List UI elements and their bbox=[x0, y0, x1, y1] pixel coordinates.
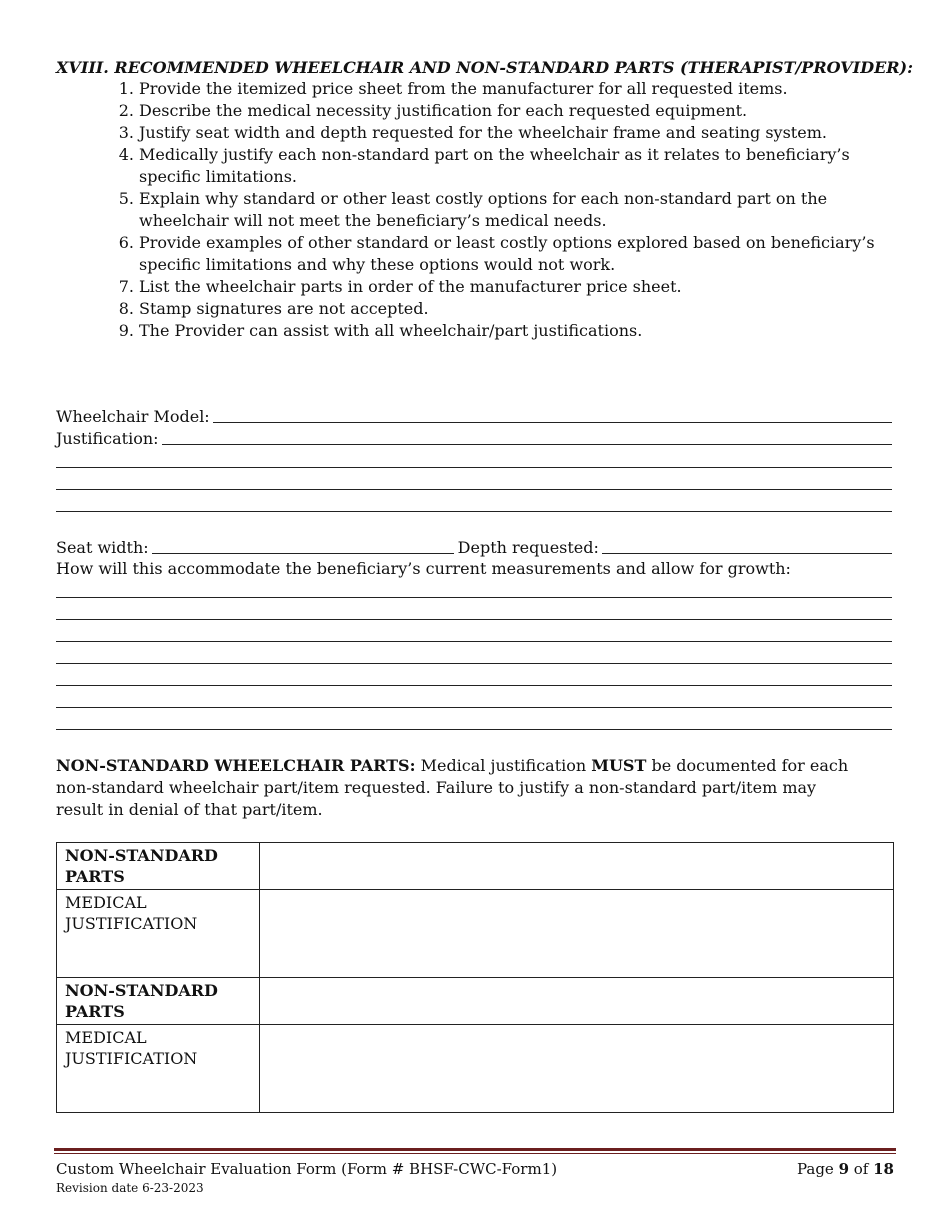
justification-row bbox=[56, 427, 892, 449]
nonstandard-parts-note bbox=[56, 755, 856, 821]
growth-answer-line[interactable] bbox=[56, 707, 892, 708]
medical-justification-label: MEDICAL JUSTIFICATION bbox=[57, 1025, 260, 1113]
instruction-item bbox=[112, 232, 902, 276]
instruction-item bbox=[112, 276, 902, 298]
seat-width-field[interactable] bbox=[152, 537, 454, 554]
instruction-item bbox=[112, 320, 902, 342]
growth-answer-line[interactable] bbox=[56, 619, 892, 620]
nonstandard-parts-cell[interactable] bbox=[260, 843, 894, 890]
instruction-number: 8. bbox=[118, 299, 134, 318]
instruction-text: Explain why standard or other least costly options for each non-standard part on the wheelchair will not meet the beneficiary’s medical needs. bbox=[139, 189, 828, 230]
wheelchair-model-label: Wheelchair Model: bbox=[56, 407, 210, 426]
instruction-item bbox=[112, 188, 902, 232]
growth-answer-line[interactable] bbox=[56, 685, 892, 686]
instruction-text: List the wheelchair parts in order of the manufacturer price sheet. bbox=[139, 277, 682, 296]
justification-label: Justification: bbox=[56, 429, 159, 448]
nonstandard-parts-label: NON-STANDARD PARTS bbox=[57, 843, 260, 890]
instruction-number: 1. bbox=[118, 79, 134, 98]
page-of: of bbox=[849, 1160, 874, 1178]
growth-answer-line[interactable] bbox=[56, 597, 892, 598]
instruction-number: 4. bbox=[118, 145, 134, 164]
instruction-item bbox=[112, 122, 902, 144]
instruction-text: The Provider can assist with all wheelchair/part justifications. bbox=[139, 321, 643, 340]
wheelchair-model-row bbox=[56, 405, 892, 427]
growth-answer-line[interactable] bbox=[56, 663, 892, 664]
instruction-item bbox=[112, 78, 902, 100]
instruction-text: Provide examples of other standard or least costly options explored based on beneficiary’s specific limitations and why these options would not work. bbox=[139, 233, 875, 274]
page-prefix: Page bbox=[796, 1160, 839, 1178]
seat-width-label: Seat width: bbox=[56, 538, 149, 557]
section-title: XVIII. RECOMMENDED WHEELCHAIR AND NON-STANDARD PARTS (THERAPIST/PROVIDER): bbox=[56, 58, 914, 77]
instruction-number: 2. bbox=[118, 101, 134, 120]
seat-measurements-row bbox=[56, 536, 892, 558]
footer-divider bbox=[54, 1148, 896, 1151]
medical-justification-cell[interactable] bbox=[260, 1025, 894, 1113]
instruction-number: 9. bbox=[118, 321, 134, 340]
depth-requested-label: Depth requested: bbox=[457, 538, 599, 557]
nonstandard-text-after: be documented for each non-standard wheelchair part/item requested. Failure to justify a non-standard part/item may result in denial of that part/item. bbox=[56, 756, 849, 819]
medical-justification-label: MEDICAL JUSTIFICATION bbox=[57, 890, 260, 978]
instruction-text: Provide the itemized price sheet from the manufacturer for all requested items. bbox=[139, 79, 788, 98]
growth-answer-line[interactable] bbox=[56, 641, 892, 642]
page-current: 9 bbox=[838, 1160, 849, 1178]
justification-line[interactable] bbox=[56, 467, 892, 468]
instruction-item bbox=[112, 144, 902, 188]
nonstandard-parts-cell[interactable] bbox=[260, 978, 894, 1025]
growth-answer-line[interactable] bbox=[56, 729, 892, 730]
instruction-list bbox=[112, 78, 902, 342]
justification-field[interactable] bbox=[162, 428, 892, 445]
nonstandard-heading: NON-STANDARD WHEELCHAIR PARTS: bbox=[56, 756, 416, 775]
instruction-text: Medically justify each non-standard part on the wheelchair as it relates to beneficiary’s specific limitations. bbox=[139, 145, 850, 186]
must-emphasis: MUST bbox=[591, 756, 647, 775]
justification-line[interactable] bbox=[56, 511, 892, 512]
page-total: 18 bbox=[873, 1160, 894, 1178]
nonstandard-text-before: Medical justification bbox=[415, 756, 592, 775]
instruction-text: Describe the medical necessity justification for each requested equipment. bbox=[139, 101, 748, 120]
instruction-item bbox=[112, 298, 902, 320]
instruction-number: 7. bbox=[118, 277, 134, 296]
instruction-number: 5. bbox=[118, 189, 134, 208]
instruction-text: Stamp signatures are not accepted. bbox=[139, 299, 429, 318]
instruction-number: 3. bbox=[118, 123, 134, 142]
table-row bbox=[57, 1025, 894, 1113]
growth-question: How will this accommodate the beneficiary’s current measurements and allow for growth: bbox=[56, 559, 791, 578]
wheelchair-model-field[interactable] bbox=[213, 406, 892, 423]
medical-justification-cell[interactable] bbox=[260, 890, 894, 978]
justification-line[interactable] bbox=[56, 489, 892, 490]
nonstandard-parts-table bbox=[56, 842, 894, 1113]
table-row bbox=[57, 843, 894, 890]
instruction-number: 6. bbox=[118, 233, 134, 252]
footer-divider-thin bbox=[54, 1153, 896, 1154]
depth-requested-field[interactable] bbox=[602, 537, 892, 554]
instruction-text: Justify seat width and depth requested for the wheelchair frame and seating system. bbox=[139, 123, 827, 142]
footer-revision-date: Revision date 6-23-2023 bbox=[56, 1181, 204, 1195]
instruction-item bbox=[112, 100, 902, 122]
table-row bbox=[57, 978, 894, 1025]
footer-page-number bbox=[797, 1159, 894, 1179]
nonstandard-parts-label: NON-STANDARD PARTS bbox=[57, 978, 260, 1025]
footer-form-name: Custom Wheelchair Evaluation Form (Form # BHSF-CWC-Form1) bbox=[56, 1160, 558, 1178]
table-row bbox=[57, 890, 894, 978]
